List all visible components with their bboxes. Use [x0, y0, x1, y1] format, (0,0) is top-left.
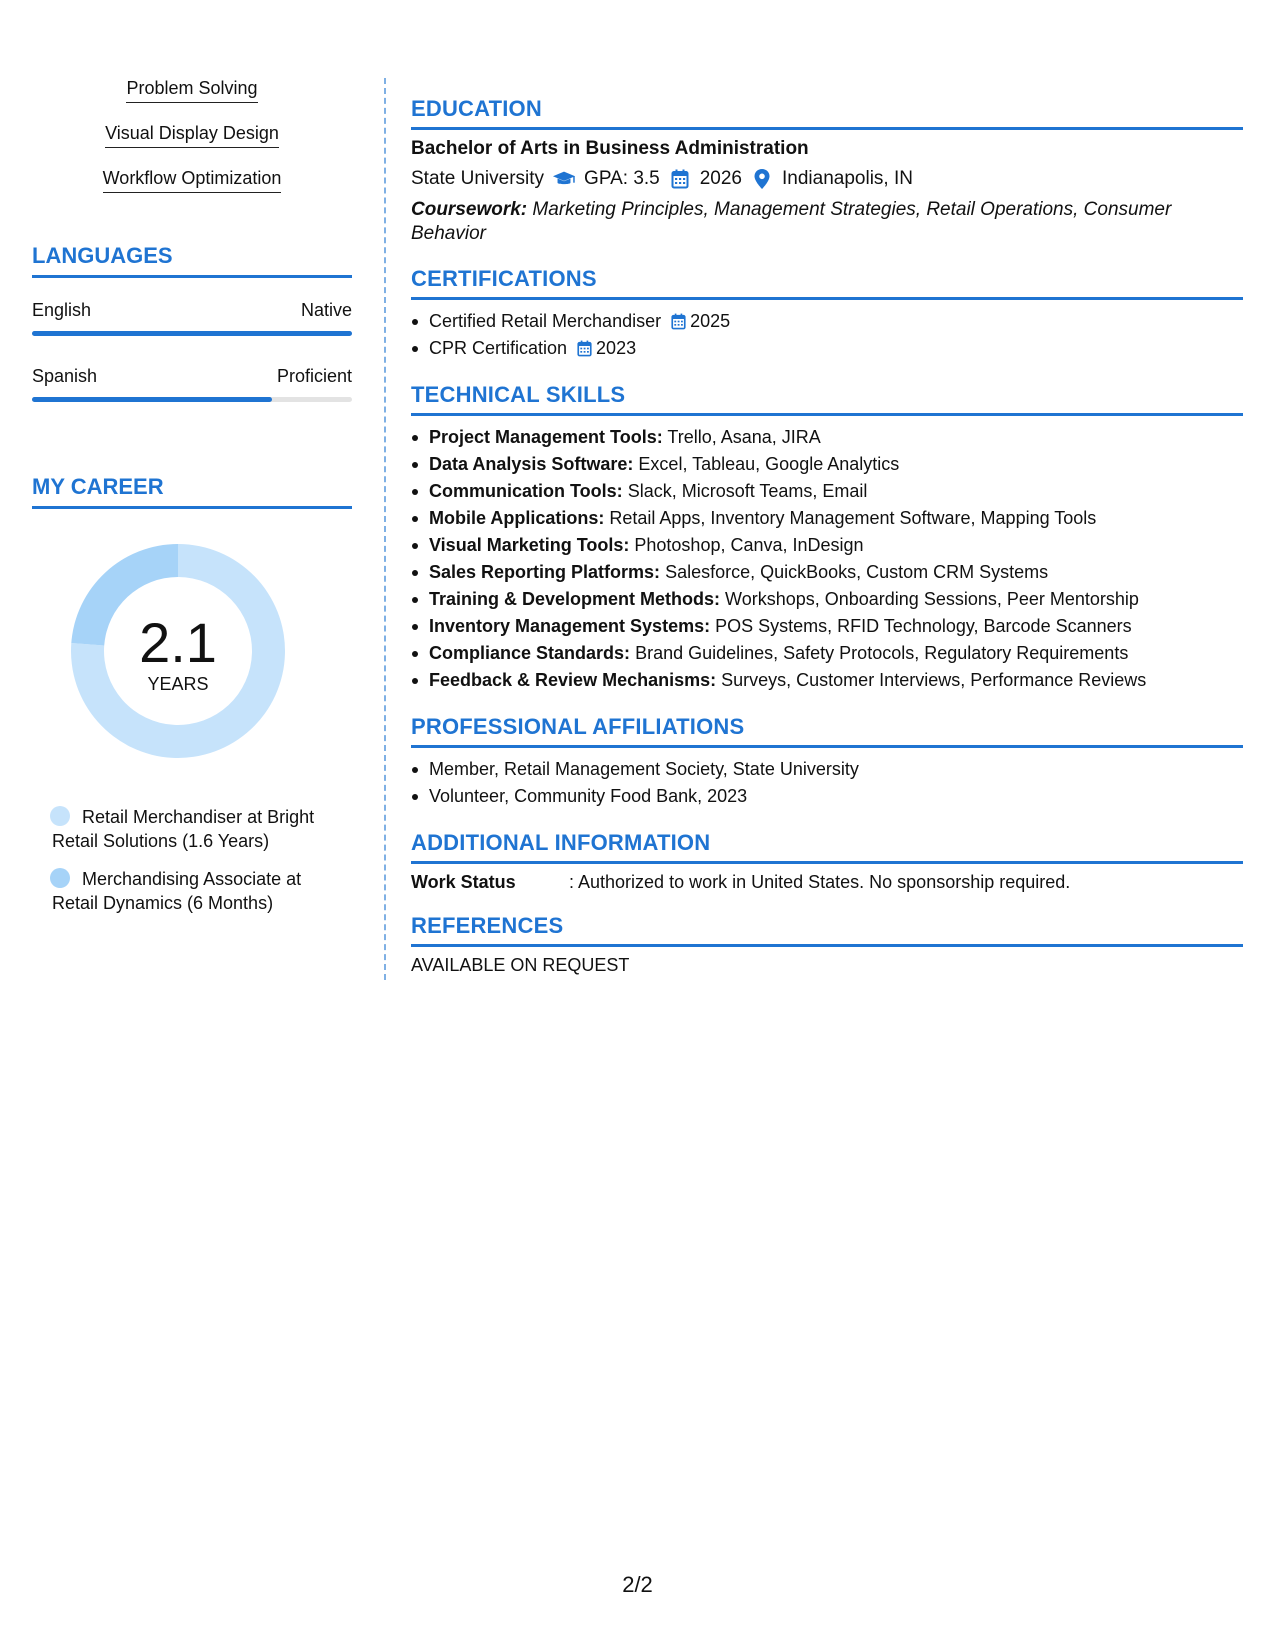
skill-values: Trello, Asana, JIRA	[667, 427, 821, 447]
additional-info-section	[411, 830, 1243, 893]
list-item	[411, 505, 1243, 532]
skill-category: Data Analysis Software:	[429, 454, 634, 474]
language-level: Native	[300, 300, 352, 320]
references-title: REFERENCES	[411, 913, 1243, 947]
legend-label: Merchandising Associate at Retail Dynamics (6 Months)	[52, 869, 302, 913]
certification-year: 2023	[596, 338, 637, 358]
list-item	[411, 478, 1243, 505]
list-item	[411, 613, 1243, 640]
skill-category: Project Management Tools:	[429, 427, 663, 447]
list-item: Member, Retail Management Society, State University	[411, 756, 1243, 783]
career-section	[32, 474, 352, 915]
language-bar	[32, 331, 352, 336]
skill-category: Mobile Applications:	[429, 508, 605, 528]
coursework-label: Coursework:	[411, 199, 528, 220]
certifications-section	[411, 266, 1243, 362]
left-column	[32, 78, 352, 929]
affiliations-title: PROFESSIONAL AFFILIATIONS	[411, 714, 1243, 748]
language-row	[32, 300, 352, 321]
legend-label: Retail Merchandiser at Bright Retail Solutions (1.6 Years)	[52, 807, 315, 851]
affiliations-section	[411, 714, 1243, 810]
list-item	[411, 559, 1243, 586]
legend-dot	[50, 806, 70, 826]
skill-values: Surveys, Customer Interviews, Performance Reviews	[721, 670, 1147, 690]
coursework-list: Marketing Principles, Management Strategies, Retail Operations, Consumer Behavior	[411, 199, 1172, 244]
work-status-value: : Authorized to work in United States. No sponsorship required.	[569, 872, 1071, 892]
career-total-value: 2.1	[139, 611, 217, 674]
list-item	[411, 640, 1243, 667]
skill-values: Workshops, Onboarding Sessions, Peer Mentorship	[725, 589, 1139, 609]
skill-category: Communication Tools:	[429, 481, 623, 501]
right-column	[411, 96, 1243, 996]
skill-category: Visual Marketing Tools:	[429, 535, 630, 555]
calendar-icon	[668, 168, 692, 190]
skill-category: Feedback & Review Mechanisms:	[429, 670, 717, 690]
list-item: Volunteer, Community Food Bank, 2023	[411, 783, 1243, 810]
career-legend	[32, 805, 352, 915]
skill-tag: Visual Display Design	[105, 123, 279, 148]
school-location: Indianapolis, IN	[782, 168, 913, 189]
education-title: EDUCATION	[411, 96, 1243, 130]
certifications-title: CERTIFICATIONS	[411, 266, 1243, 300]
education-meta	[411, 168, 1243, 190]
school-name: State University	[411, 168, 545, 189]
skill-tag: Problem Solving	[126, 78, 257, 103]
additional-info-title: ADDITIONAL INFORMATION	[411, 830, 1243, 864]
references-text: AVAILABLE ON REQUEST	[411, 955, 630, 975]
graduation-year: 2026	[699, 168, 743, 189]
calendar-icon	[577, 340, 592, 357]
list-item	[411, 424, 1243, 451]
skill-values: Slack, Microsoft Teams, Email	[627, 481, 868, 501]
skill-category: Inventory Management Systems:	[429, 616, 711, 636]
graduation-cap-icon	[552, 168, 576, 190]
language-bar-fill	[32, 331, 352, 336]
technical-skills-title: TECHNICAL SKILLS	[411, 382, 1243, 416]
coursework	[411, 198, 1243, 246]
legend-dot	[50, 868, 70, 888]
career-total-unit: YEARS	[147, 674, 209, 694]
skill-values: Photoshop, Canva, InDesign	[634, 535, 864, 555]
technical-skills-section	[411, 382, 1243, 694]
skill-values: Excel, Tableau, Google Analytics	[638, 454, 900, 474]
education-section	[411, 96, 1243, 246]
career-donut-chart	[32, 531, 352, 771]
skill-values: Retail Apps, Inventory Management Software, Mapping Tools	[609, 508, 1097, 528]
certification-name: Certified Retail Merchandiser	[429, 311, 662, 331]
language-name: English	[32, 300, 92, 320]
page-number: 2/2	[622, 1572, 653, 1597]
list-item	[411, 586, 1243, 613]
affiliations-list	[411, 756, 1243, 810]
references-section	[411, 913, 1243, 976]
legend-item	[32, 805, 352, 853]
languages-section	[32, 243, 352, 402]
career-title: MY CAREER	[32, 474, 352, 509]
degree-title: Bachelor of Arts in Business Administration	[411, 138, 809, 159]
list-item	[411, 335, 1243, 362]
certification-name: CPR Certification	[429, 338, 568, 358]
language-bar-fill	[32, 397, 272, 402]
location-pin-icon	[750, 168, 774, 190]
list-item	[411, 308, 1243, 335]
language-name: Spanish	[32, 366, 98, 386]
work-status-label: Work Status	[411, 872, 516, 892]
certification-year: 2025	[690, 311, 731, 331]
language-level: Proficient	[276, 366, 352, 386]
legend-item	[32, 867, 352, 915]
skill-values: Salesforce, QuickBooks, Custom CRM Systems	[665, 562, 1049, 582]
certifications-list	[411, 308, 1243, 362]
column-divider	[384, 78, 386, 980]
skill-values: POS Systems, RFID Technology, Barcode Scanners	[715, 616, 1132, 636]
work-status-row	[411, 872, 1243, 893]
skill-category: Compliance Standards:	[429, 643, 631, 663]
language-row	[32, 366, 352, 387]
technical-skills-list	[411, 424, 1243, 694]
calendar-icon	[671, 313, 686, 330]
languages-title: LANGUAGES	[32, 243, 352, 278]
list-item	[411, 667, 1243, 694]
language-bar	[32, 397, 352, 402]
list-item	[411, 451, 1243, 478]
skill-tag: Workflow Optimization	[103, 168, 282, 193]
skill-category: Training & Development Methods:	[429, 589, 721, 609]
skill-values: Brand Guidelines, Safety Protocols, Regulatory Requirements	[635, 643, 1129, 663]
skill-category: Sales Reporting Platforms:	[429, 562, 661, 582]
list-item	[411, 532, 1243, 559]
gpa: GPA: 3.5	[584, 168, 660, 189]
